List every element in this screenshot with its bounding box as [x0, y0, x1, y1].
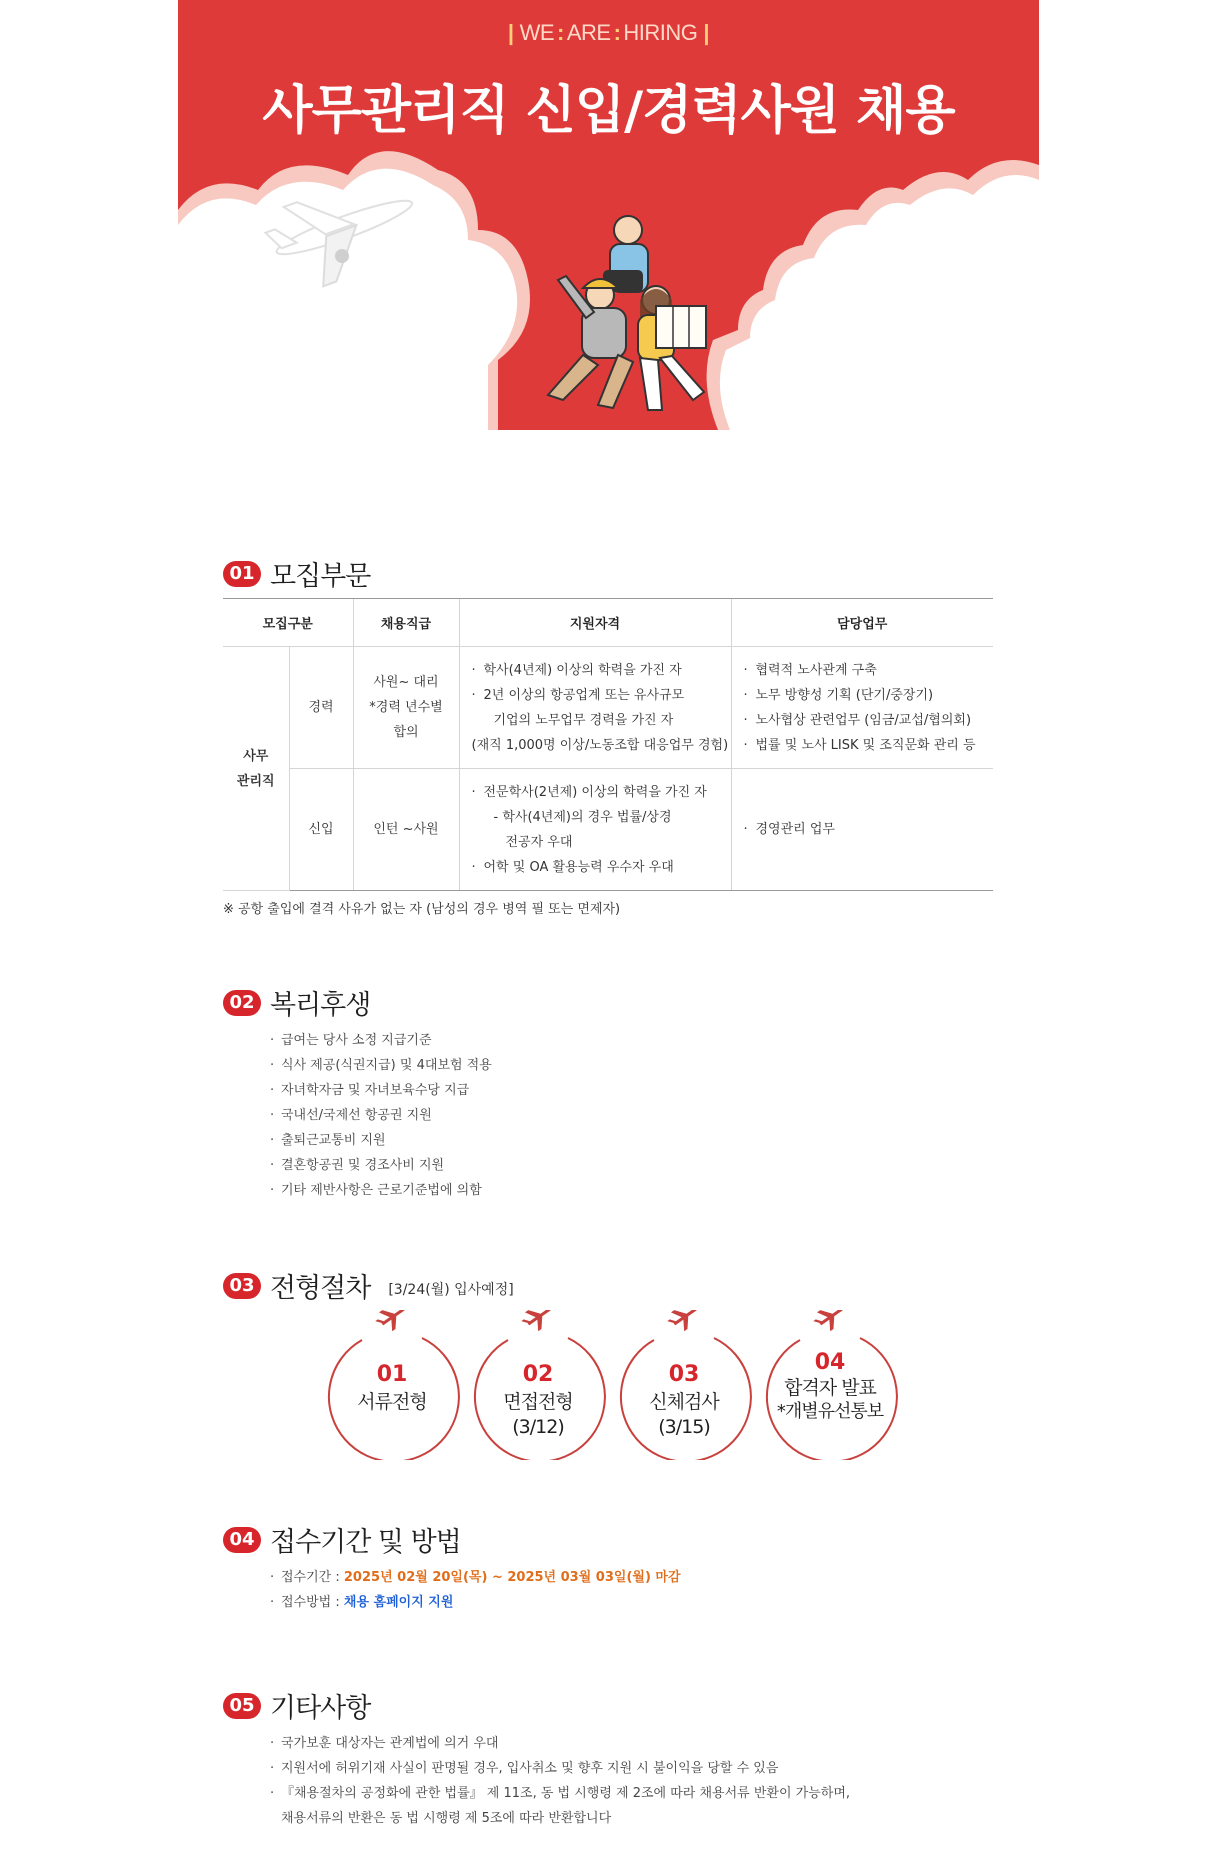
eligibility-note: ※ 공항 출입에 결격 사유가 없는 자 (남성의 경우 병역 필 또는 면제자)	[223, 902, 621, 917]
step-label: 신체검사	[649, 1391, 719, 1413]
table-header-category: 모집구분	[223, 599, 353, 647]
table-header-qualification: 지원자격	[459, 599, 731, 647]
list-item: · 노무 방향성 기획 (단기/중장기)	[744, 683, 993, 708]
section-05-heading	[223, 1686, 370, 1725]
step-notice: *개별유선통보	[776, 1401, 884, 1422]
rank-cell: 인턴 ~사원	[353, 769, 459, 891]
list-item: · 학사(4년제) 이상의 학력을 가진 자	[472, 658, 730, 683]
list-item: 전공자 우대	[505, 834, 573, 850]
rank-line: 사원~ 대리	[373, 675, 439, 690]
recruitment-table	[223, 598, 993, 891]
process-step	[760, 1310, 900, 1460]
list-item	[270, 1565, 681, 1590]
step-label: 합격자 발표	[784, 1377, 876, 1399]
table-row	[223, 769, 993, 891]
tagline-are: ARE	[566, 20, 611, 45]
recruitment-poster	[178, 0, 1039, 1850]
section-badge: 04	[223, 1527, 261, 1553]
list-item: · 출퇴근교통비 지원	[270, 1128, 492, 1153]
step-number: 03	[668, 1362, 700, 1387]
rank-line: *경력 년수별	[369, 700, 443, 715]
process-step	[322, 1310, 462, 1460]
step-date: (3/15)	[658, 1416, 710, 1438]
process-step	[614, 1310, 754, 1460]
section-04-heading	[223, 1520, 461, 1559]
rank-line: 합의	[393, 725, 419, 740]
method-value: 채용 홈페이지 지원	[343, 1595, 454, 1610]
period-label: 접수기간 :	[281, 1570, 340, 1585]
list-item: 채용서류의 반환은 동 법 시행령 제 5조에 따라 반환합니다	[281, 1811, 612, 1826]
tagline-hiring: HIRING	[623, 20, 698, 45]
list-item: · 지원서에 허위기재 사실이 판명될 경우, 입사취소 및 향후 지원 시 불이익을 당할 수 있음	[270, 1756, 850, 1781]
type-cell: 신입	[289, 769, 353, 891]
step-number: 01	[376, 1362, 408, 1387]
list-item: · 식사 제공(식권지급) 및 4대보험 적용	[270, 1053, 492, 1078]
method-label: 접수방법 :	[281, 1595, 340, 1610]
list-item: · 노사협상 관련업무 (임금/교섭/협의회)	[744, 708, 993, 733]
step-date: (3/12)	[512, 1416, 564, 1438]
list-item: · 결혼항공권 및 경조사비 지원	[270, 1153, 492, 1178]
hero-tagline: | WE : ARE : HIRING |	[507, 20, 710, 45]
list-item: · 자녀학자금 및 자녀보육수당 지급	[270, 1078, 492, 1103]
list-item: · 어학 및 OA 활용능력 우수자 우대	[472, 855, 730, 880]
list-item: · 전문학사(2년제) 이상의 학력을 가진 자	[472, 780, 730, 805]
table-header-duty: 담당업무	[731, 599, 993, 647]
benefits-list	[270, 1028, 492, 1203]
list-item: · 협력적 노사관계 구축	[744, 658, 993, 683]
table-header-rank: 채용직급	[353, 599, 459, 647]
duty-cell	[731, 769, 993, 891]
section-03-heading	[223, 1266, 514, 1305]
section-badge: 02	[223, 990, 261, 1016]
duty-cell	[731, 647, 993, 769]
section-02-heading	[223, 983, 370, 1022]
type-cell: 경력	[289, 647, 353, 769]
list-item: · 법률 및 노사 LISK 및 조직문화 관리 등	[744, 733, 993, 758]
section-01-heading	[223, 554, 370, 593]
section-badge: 03	[223, 1273, 261, 1299]
list-item: · 급여는 당사 소정 지급기준	[270, 1028, 492, 1053]
process-step	[468, 1310, 608, 1460]
list-item: · 국가보훈 대상자는 관계법에 의거 우대	[270, 1731, 850, 1756]
table-row	[223, 647, 993, 769]
list-item: · 2년 이상의 항공업계 또는 유사규모	[472, 683, 730, 708]
list-item	[270, 1590, 681, 1615]
list-item: · 기타 제반사항은 근로기준법에 의함	[270, 1178, 492, 1203]
process-steps	[322, 1310, 922, 1465]
section-badge: 05	[223, 1693, 261, 1719]
section-title: 모집부문	[270, 561, 371, 592]
list-item: (재직 1,000명 이상/노동조합 대응업무 경험)	[471, 737, 729, 753]
tagline-we: WE	[519, 20, 555, 45]
list-item: · 경영관리 업무	[744, 817, 993, 842]
qualification-cell	[459, 647, 731, 769]
period-value: 2025년 02월 20일(목) ~ 2025년 03월 03일(월) 마감	[343, 1570, 681, 1585]
other-notes-list	[270, 1731, 850, 1831]
hero-title: 사무관리직 신입/경력사원 채용	[262, 81, 955, 141]
section-badge: 01	[223, 561, 261, 587]
list-item: · 국내선/국제선 항공권 지원	[270, 1103, 492, 1128]
section-title: 접수기간 및 방법	[270, 1527, 461, 1558]
list-item: 기업의 노무업무 경력을 가진 자	[493, 712, 674, 728]
section-title: 전형절차	[270, 1273, 371, 1304]
hero-banner	[178, 0, 1039, 520]
application-info-list	[270, 1565, 681, 1615]
list-item: · 『채용절차의 공정화에 관한 법률』 제 11조, 동 법 시행령 제 2조에 따라 채용서류 반환이 가능하며,	[270, 1781, 850, 1806]
section-title: 기타사항	[270, 1693, 371, 1724]
step-number: 02	[522, 1362, 554, 1387]
list-item: - 학사(4년제)의 경우 법률/상경	[493, 809, 672, 825]
department-cell: 사무 관리직	[223, 647, 289, 891]
step-label: 서류전형	[357, 1391, 427, 1413]
step-number: 04	[814, 1350, 846, 1375]
step-label: 면접전형	[503, 1391, 573, 1413]
section-subtitle: [3/24(월) 입사예정]	[388, 1281, 514, 1298]
section-title: 복리후생	[270, 990, 371, 1021]
rank-cell	[353, 647, 459, 769]
qualification-cell	[459, 769, 731, 891]
